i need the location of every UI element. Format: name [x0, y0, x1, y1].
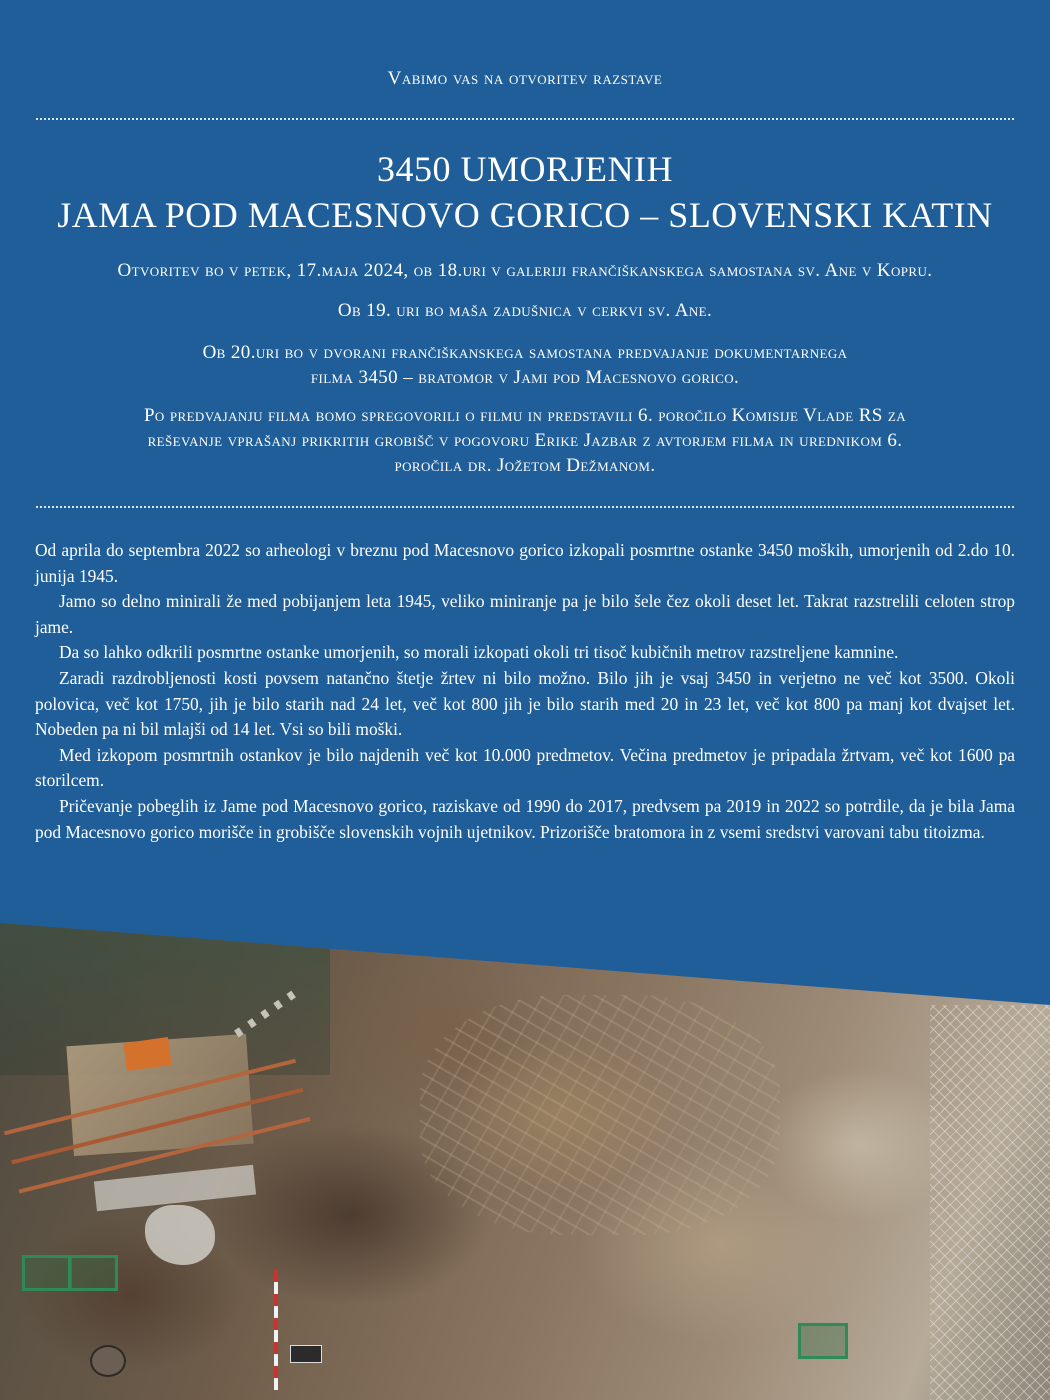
excavation-photo — [0, 915, 1050, 1400]
green-crate — [68, 1255, 118, 1291]
exhibition-title — [0, 146, 1050, 238]
body-paragraph: Da so lahko odkrili posmrtne ostanke umorjenih, so morali izkopati okoli tri tisoč kubičnih metrov razstreljene kamnine. — [59, 642, 899, 663]
body-paragraph: Od aprila do septembra 2022 so arheologi v breznu pod Macesnovo gorico izkopali posmrtne ostanke 3450 moških, umorjenih od 2.do 10. junija 1945. — [35, 540, 1015, 586]
survey-pole — [274, 1270, 278, 1390]
discussion-line-2: reševanje vprašanj prikritih grobišč v pogovoru Erike Jazbar z avtorjem filma in urednikom 6. — [147, 430, 903, 451]
discussion-line-1: Po predvajanju filma bomo spregovorili o filmu in predstavili 6. poročilo Komisije Vlade RS za — [143, 405, 907, 426]
white-netting — [930, 1005, 1050, 1400]
mass-announcement: Ob 19. uri bo maša zadušnica v cerkvi sv. Ane. — [337, 300, 713, 321]
site-label-card — [290, 1345, 322, 1363]
screening-announcement — [30, 340, 1020, 390]
title-line-1: 3450 UMORJENIH — [376, 149, 673, 189]
screening-line-2: filma 3450 – bratomor v Jami pod Macesnovo gorico. — [310, 367, 740, 388]
green-crate — [798, 1323, 848, 1359]
body-paragraph: Pričevanje pobeglih iz Jame pod Macesnovo gorico, raziskave od 1990 do 2017, predvsem pa 2019 in 2022 so potrdile, da je bila Jama pod Macesnovo gorico morišče in grobišče slovenskih vojnih ujetnikov. Prizorišče bratomora in z vsemi sredstvi varovani tabu titoizma. — [35, 795, 1015, 842]
invitation-heading: Vabimo vas na otvoritev razstave — [387, 68, 663, 89]
green-crate — [22, 1255, 72, 1291]
body-text — [35, 538, 1015, 845]
bone-field — [420, 995, 780, 1235]
discussion-line-3: poročila dr. Jožetom Dežmanom. — [394, 455, 656, 476]
screening-line-1: Ob 20.uri bo v dvorani frančiškanskega samostana predvajanje dokumentarnega — [202, 342, 848, 363]
dotted-divider-top — [36, 118, 1014, 120]
title-line-2: JAMA POD MACESNOVO GORICO – SLOVENSKI KATIN — [57, 195, 993, 235]
plastic-bag — [145, 1205, 215, 1265]
bucket — [90, 1345, 126, 1377]
dotted-divider-bottom — [36, 506, 1014, 508]
body-paragraph: Zaradi razdrobljenosti kosti povsem natančno štetje žrtev ni bilo možno. Bilo jih je vsaj 3450 in verjetno ne več kot 3500. Okoli polovica, več kot 1750, jih je bilo starih nad 24 let, več kot 800 jih je bilo starih med 20 in 23 let, več kot 800 pa manj kot dvajset let. Nobeden pa ni bil mlajši od 14 let. Vsi so bili moški. — [35, 667, 1015, 740]
opening-announcement: Otvoritev bo v petek, 17.maja 2024, ob 18.uri v galeriji frančiškanskega samostana sv. Ane v Kopru. — [117, 260, 933, 281]
discussion-announcement — [30, 403, 1020, 478]
body-paragraph: Med izkopom posmrtnih ostankov je bilo najdenih več kot 10.000 predmetov. Večina predmetov je pripadala žrtvam, več kot 1600 pa storilcem. — [35, 744, 1015, 791]
body-paragraph: Jamo so delno minirali že med pobijanjem leta 1945, veliko miniranje pa je bilo šele čez okoli deset let. Takrat razstrelili celoten strop jame. — [35, 591, 1015, 637]
